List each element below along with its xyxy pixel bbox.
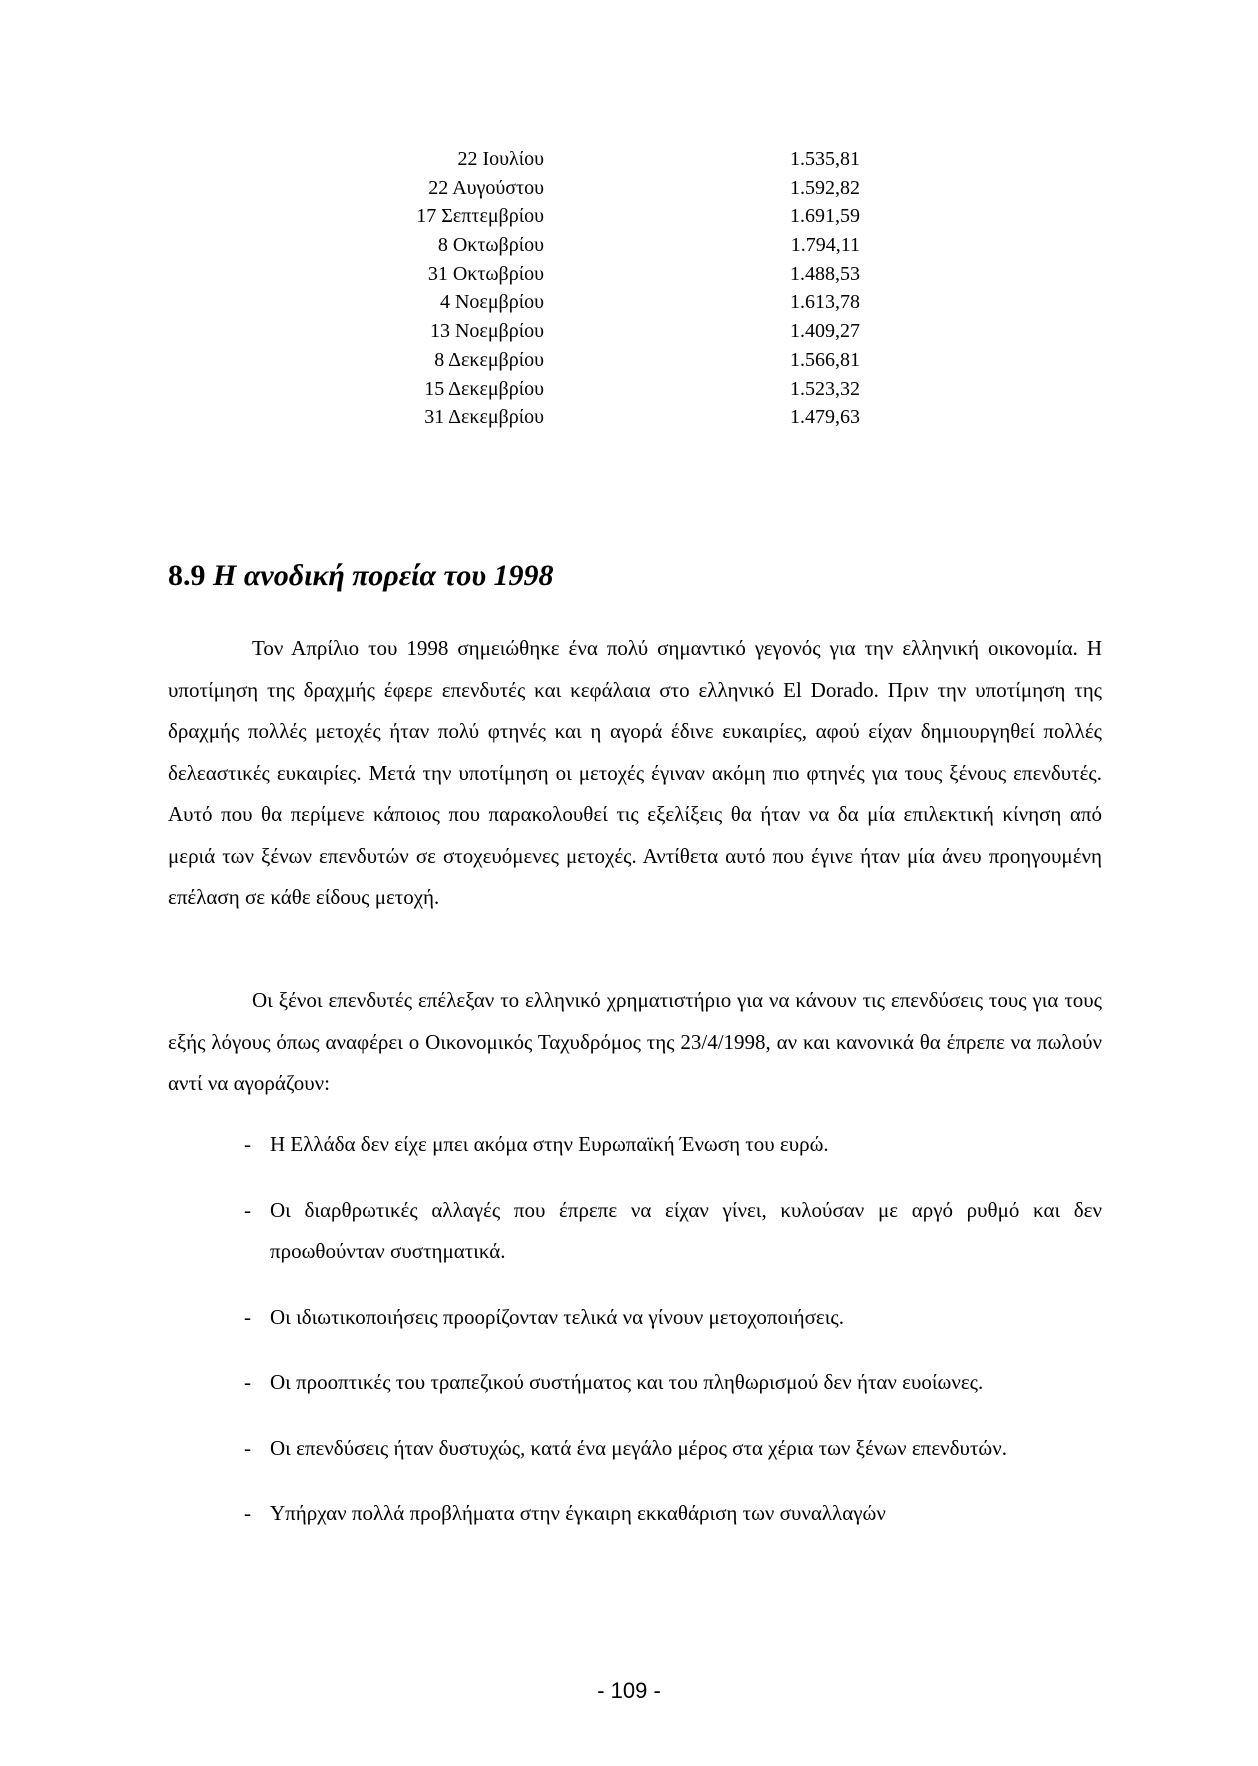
- list-marker: -: [244, 1435, 251, 1460]
- table-date: 15 Δεκεμβρίου: [424, 377, 544, 400]
- table-date: 4 Νοεμβρίου: [439, 291, 544, 314]
- list-item: [244, 1428, 1102, 1470]
- list-marker: -: [244, 1132, 251, 1156]
- list-item-text: Υπήρχαν πολλά προβλήματα στην έγκαιρη εκκαθάριση των συναλλαγών: [270, 1501, 886, 1525]
- table-row: [260, 231, 860, 260]
- section-heading: [168, 556, 554, 596]
- section-number: 8.9: [168, 559, 206, 592]
- paragraph-text: Τον Απρίλιο του 1998 σημειώθηκε ένα πολύ σημαντικό γεγονός για την ελληνική οικονομία. Η υποτίμηση της δραχμής έφερε επενδυτές και κεφάλαια στο ελληνικό El Dorado. Πριν την υποτίμηση της δραχμής πολλές μετοχές ήταν πολύ φτηνές και η αγορά έδινε ευκαιρίες, αφού είχαν δημιουργηθεί πολλές δελεαστικές ευκαιρίες. Μετά την υποτίμηση οι μετοχές έγιναν ακόμη πιο φτηνές για τους ξένους επενδυτές. Αυτό που θα περίμενε κάποιος που παρακολουθεί τις εξελίξεις θα ήταν να δα μία επιλεκτική κίνηση από μεριά των ξένων επενδυτών σε στοχευόμενες μετοχές. Αντίθετα αυτό που έγινε ήταν μία άνευ προηγουμένη επέλαση σε κάθε είδους μετοχή.: [168, 636, 1102, 909]
- table-row: [260, 145, 860, 174]
- list-item-text: Η Ελλάδα δεν είχε μπει ακόμα στην Ευρωπαϊκή Ένωση του ευρώ.: [270, 1132, 829, 1156]
- page-number: - 109 -: [597, 1678, 661, 1703]
- table-date: 17 Σεπτεμβρίου: [416, 205, 544, 228]
- table-value: 1.535,81: [790, 148, 860, 170]
- index-values-table: [260, 145, 860, 432]
- table-value: 1.613,78: [790, 291, 860, 314]
- list-item-text: Οι διαρθρωτικές αλλαγές που έπρεπε να είχαν γίνει, κυλούσαν με αργό ρυθμό και δεν προωθούνταν συστηματικά.: [270, 1197, 1102, 1263]
- table-date: 22 Αυγούστου: [428, 176, 544, 199]
- table-value: 1.566,81: [790, 348, 860, 371]
- table-row: [260, 317, 860, 346]
- list-item: [244, 1124, 1102, 1166]
- table-value: 1.488,53: [790, 262, 860, 285]
- table-date: 31 Οκτωβρίου: [427, 262, 544, 285]
- table-value: 1.409,27: [790, 320, 860, 343]
- list-marker: -: [244, 1304, 251, 1329]
- table-value: 1.479,63: [790, 406, 860, 429]
- table-value: 1.691,59: [790, 205, 860, 228]
- reasons-list: [244, 1124, 1102, 1559]
- list-marker: -: [244, 1501, 251, 1525]
- table-value: 1.523,32: [790, 377, 860, 400]
- table-row: [260, 260, 860, 289]
- list-item-text: Οι προοπτικές του τραπεζικού συστήματος και του πληθωρισμού δεν ήταν ευοίωνες.: [270, 1370, 984, 1394]
- table-value: 1.592,82: [790, 176, 860, 199]
- table-date: 8 Δεκεμβρίου: [434, 348, 544, 371]
- list-item: [244, 1493, 1102, 1535]
- list-marker: -: [244, 1370, 251, 1394]
- list-item: [244, 1362, 1102, 1404]
- table-date: 22 Ιουλίου: [457, 148, 544, 170]
- table-date: 13 Νοεμβρίου: [429, 320, 544, 343]
- list-item: [244, 1297, 1102, 1339]
- list-item: [244, 1190, 1102, 1273]
- section-title: Η ανοδική πορεία του 1998: [213, 559, 554, 592]
- table-row: [260, 202, 860, 231]
- paragraph-2: [168, 980, 1102, 1105]
- paragraph-1: [168, 628, 1102, 919]
- paragraph-text: Οι ξένοι επενδυτές επέλεξαν το ελληνικό χρηματιστήριο για να κάνουν τις επενδύσεις τους για τους εξής λόγους όπως αναφέρει ο Οικονομικός Ταχυδρόμος της 23/4/1998, αν και κανονικά θα έπρεπε να πωλούν αντί να αγοράζουν:: [168, 988, 1102, 1095]
- table-row: [260, 375, 860, 404]
- list-marker: -: [244, 1197, 251, 1222]
- table-date: 8 Οκτωβρίου: [437, 234, 544, 257]
- table-row: [260, 403, 860, 432]
- table-row: [260, 346, 860, 375]
- table-date: 31 Δεκεμβρίου: [424, 406, 544, 429]
- list-item-text: Οι ιδιωτικοποιήσεις προορίζονταν τελικά να γίνουν μετοχοποιήσεις.: [270, 1304, 844, 1329]
- table-row: [260, 174, 860, 203]
- table-value: 1.794,11: [790, 234, 860, 257]
- table-row: [260, 288, 860, 317]
- list-item-text: Οι επενδύσεις ήταν δυστυχώς, κατά ένα μεγάλο μέρος στα χέρια των ξένων επενδυτών.: [270, 1435, 1007, 1460]
